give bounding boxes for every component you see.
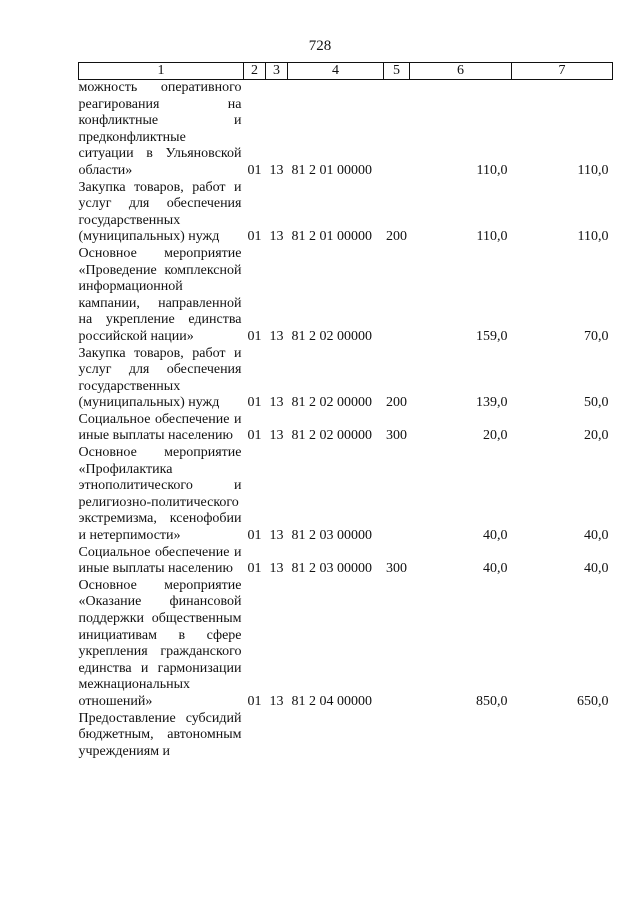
subsection-code: 13 [269, 328, 284, 344]
table-row [79, 578, 613, 711]
expense-type-code [384, 711, 410, 761]
column-header: 5 [384, 63, 410, 80]
expense-type-code: 300 [386, 561, 407, 577]
column-header: 7 [512, 63, 613, 80]
target-article-code [288, 711, 384, 761]
page-number: 728 [308, 38, 332, 54]
row-description: Основное мероприятие «Проведение комплексной информационной кампании, направленной на укрепление единства российской нации» [78, 245, 242, 344]
row-description: Закупка товаров, работ и услуг для обеспечения государственных (муниципальных) нужд [78, 179, 242, 245]
row-description: Основное мероприятие «Оказание финансовой поддержки общественным инициативам в сфере укрепления гражданского единства и гармонизации межнациональных отношений» [78, 577, 242, 709]
amount-year-2: 110,0 [577, 229, 609, 245]
amount-year-1: 20,0 [483, 428, 508, 444]
row-description: Социальное обеспечение и иные выплаты населению [78, 544, 242, 577]
section-code: 01 [247, 428, 262, 444]
table-row [79, 545, 613, 578]
amount-year-2: 40,0 [584, 561, 609, 577]
section-code [244, 711, 266, 761]
table-row [79, 445, 613, 545]
table-row [79, 346, 613, 412]
subsection-code: 13 [269, 162, 284, 178]
expense-type-code [384, 578, 410, 711]
section-code: 01 [247, 561, 262, 577]
target-article-code: 81 2 02 00000 [291, 395, 372, 411]
table-row [79, 711, 613, 761]
table-body [79, 80, 613, 761]
amount-year-1: 159,0 [476, 328, 508, 344]
amount-year-2: 20,0 [584, 428, 609, 444]
section-code: 01 [247, 395, 262, 411]
subsection-code: 13 [269, 561, 284, 577]
table-row [79, 412, 613, 445]
column-header: 1 [79, 63, 244, 80]
amount-year-1: 110,0 [476, 162, 508, 178]
column-header: 4 [288, 63, 384, 80]
expense-type-code: 200 [386, 229, 407, 245]
amount-year-1: 850,0 [476, 693, 508, 709]
row-description: Социальное обеспечение и иные выплаты населению [78, 411, 242, 444]
target-article-code: 81 2 02 00000 [291, 328, 372, 344]
row-description: можность оперативного реагирования на конфликтные и предконфликтные ситуации в Ульяновской области» [78, 80, 242, 178]
amount-year-1: 139,0 [476, 395, 508, 411]
expense-type-code [384, 246, 410, 346]
table-row [79, 80, 613, 180]
amount-year-2 [512, 711, 613, 761]
amount-year-2: 50,0 [584, 395, 609, 411]
target-article-code: 81 2 03 00000 [291, 528, 372, 544]
expense-type-code: 200 [386, 395, 407, 411]
target-article-code: 81 2 01 00000 [291, 162, 372, 178]
amount-year-1: 40,0 [483, 561, 508, 577]
row-description: Предоставление субсидий бюджетным, автономным учреждениям и [78, 710, 242, 759]
subsection-code: 13 [269, 693, 284, 709]
target-article-code: 81 2 04 00000 [291, 693, 372, 709]
subsection-code: 13 [269, 395, 284, 411]
section-code: 01 [247, 528, 262, 544]
amount-year-2: 70,0 [584, 328, 609, 344]
expense-type-code [384, 445, 410, 545]
expense-type-code [384, 80, 410, 180]
budget-table [78, 62, 613, 760]
subsection-code: 13 [269, 229, 284, 245]
table-row [79, 246, 613, 346]
column-header: 2 [244, 63, 266, 80]
column-header: 6 [410, 63, 512, 80]
amount-year-2: 650,0 [577, 693, 609, 709]
section-code: 01 [247, 328, 262, 344]
subsection-code: 13 [269, 428, 284, 444]
section-code: 01 [247, 162, 262, 178]
target-article-code: 81 2 02 00000 [291, 428, 372, 444]
amount-year-1: 40,0 [483, 528, 508, 544]
column-header: 3 [266, 63, 288, 80]
target-article-code: 81 2 01 00000 [291, 229, 372, 245]
row-description: Закупка товаров, работ и услуг для обеспечения государственных (муниципальных) нужд [78, 345, 242, 411]
amount-year-2: 40,0 [584, 528, 609, 544]
table-row [79, 180, 613, 246]
subsection-code: 13 [269, 528, 284, 544]
amount-year-1 [410, 711, 512, 761]
section-code: 01 [247, 229, 262, 245]
row-description: Основное мероприятие «Профилактика этнополитического и религиозно-политического экстремизма, ксенофобии и нетерпимости» [78, 445, 242, 544]
header-row [79, 63, 613, 80]
amount-year-1: 110,0 [476, 229, 508, 245]
target-article-code: 81 2 03 00000 [291, 561, 372, 577]
expense-type-code: 300 [386, 428, 407, 444]
amount-year-2: 110,0 [577, 162, 609, 178]
section-code: 01 [247, 693, 262, 709]
subsection-code [266, 711, 288, 761]
